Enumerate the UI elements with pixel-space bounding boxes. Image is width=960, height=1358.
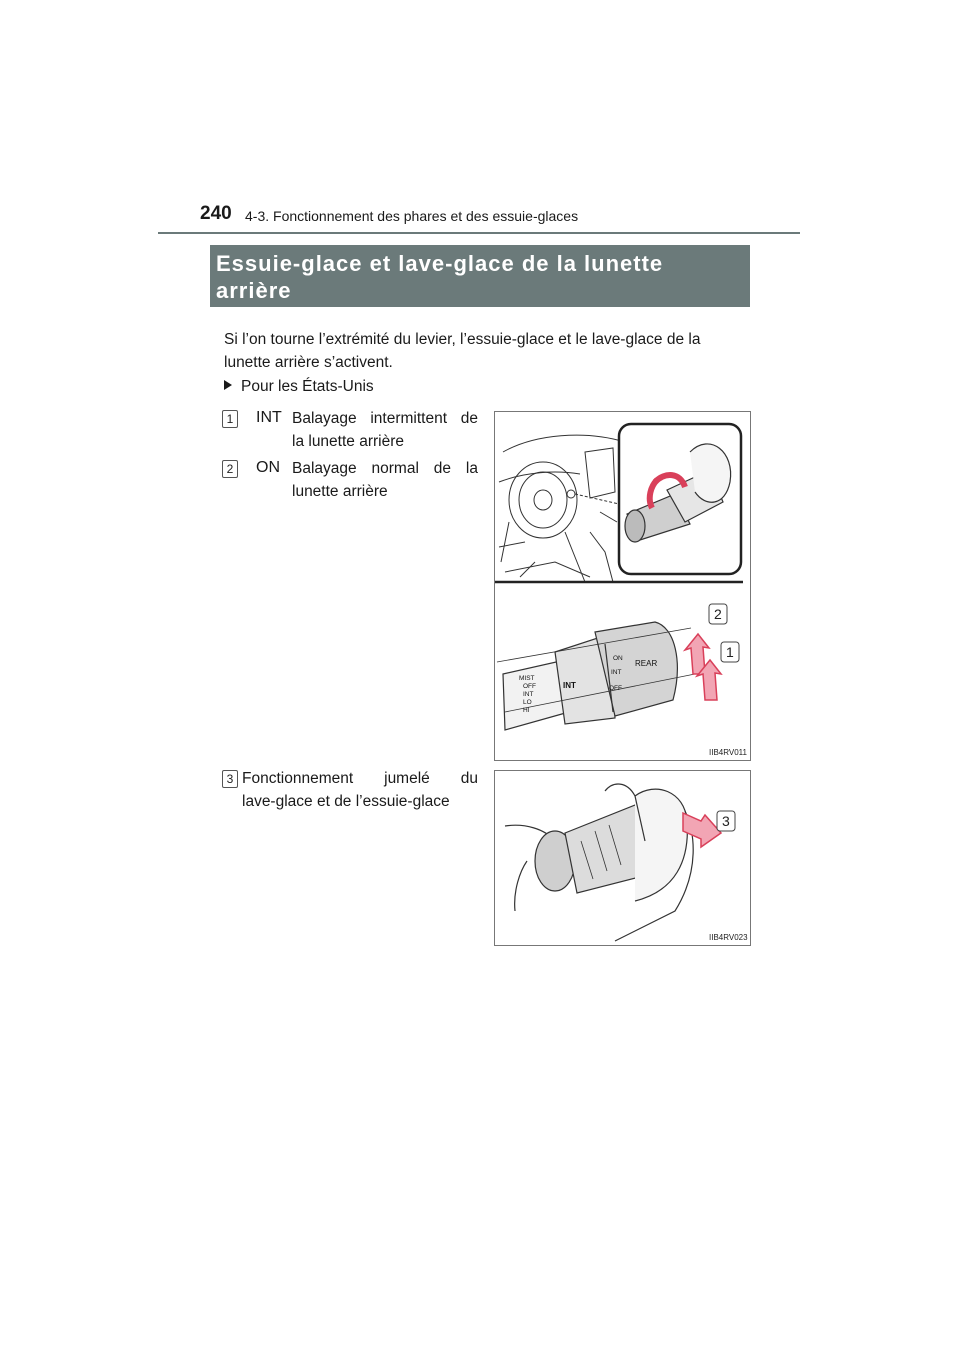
page-number: 240 [200,203,232,224]
item-number-badge: 2 [222,460,238,478]
item-code: ON [256,459,280,476]
item-description: Balayage intermittent de la lunette arrière [292,410,478,450]
variant-text: Pour les États-Unis [241,378,374,395]
dashboard-drawing [499,435,625,582]
header-divider [158,232,800,234]
svg-text:HI: HI [523,707,530,714]
hand-and-lever-drawing [505,784,693,941]
figure-code: IIB4RV023 [709,933,748,942]
svg-text:OFF: OFF [609,685,622,692]
svg-text:REAR: REAR [635,659,658,668]
item-code: INT [256,409,282,426]
intro-line-2: lunette arrière s’activent. [224,354,393,371]
item-description: Fonctionnement jumelé du lave-glace et de l’essuie-glace [242,770,478,810]
illustration-hand-on-lever [495,771,750,945]
svg-text:3: 3 [722,813,730,829]
figure-code: IIB4RV011 [709,748,747,757]
svg-text:1: 1 [726,644,734,660]
triangle-bullet-icon [224,380,232,390]
svg-text:MIST: MIST [519,675,535,682]
callout-badges [717,811,735,831]
svg-text:ON: ON [613,655,623,662]
intro-line-1: Si l’on tourne l’extrémité du levier, l’essuie-glace et le lave-glace de la [224,331,701,348]
push-arrow [683,813,721,847]
item-description: Balayage normal de la lunette arrière [292,460,478,500]
title-line-1: Essuie-glace et lave-glace de la lunette [216,251,664,276]
svg-text:2: 2 [714,606,722,622]
svg-text:INT: INT [611,669,622,676]
callout-badges [709,604,739,662]
title-line-2: arrière [216,278,292,303]
figure-washer-operation [494,770,751,946]
item-number-badge: 1 [222,410,238,428]
variant-label [224,378,374,396]
intro-paragraph [224,328,754,374]
title-banner [210,245,750,307]
direction-arrows [685,634,721,700]
item-number-badge: 3 [222,770,238,788]
svg-text:INT: INT [563,681,576,690]
illustration-dashboard-and-lever [495,412,750,760]
figure-lever-rotation [494,411,751,761]
svg-text:INT: INT [523,691,534,698]
section-heading: 4-3. Fonctionnement des phares et des essuie-glaces [245,208,579,224]
svg-text:LO: LO [523,699,532,706]
svg-text:OFF: OFF [523,683,536,690]
